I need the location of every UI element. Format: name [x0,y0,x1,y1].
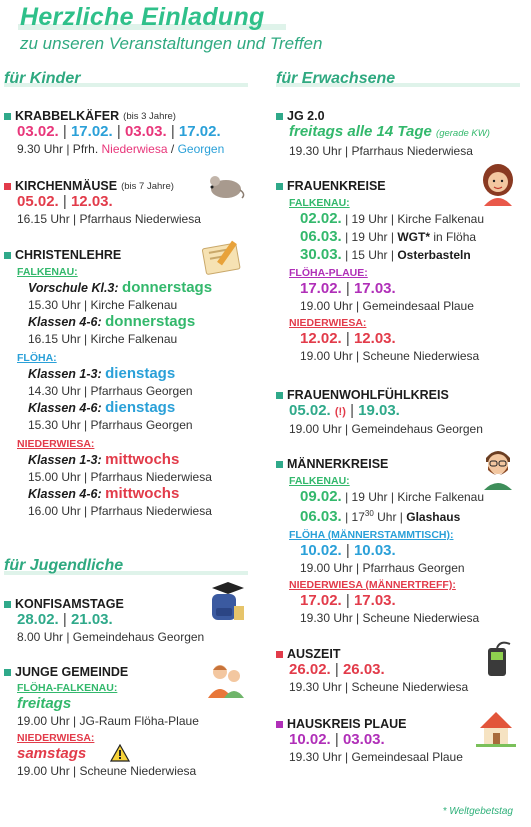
event-dates: 05.02. | 12.03. [17,193,113,210]
bullet-square [4,183,11,190]
bullet-square [276,721,283,728]
event-maennerkreise: MÄNNERKREISE FALKENAU: 09.02. | 19 Uhr | Kirche Falkenau 06.03. | $17^{30}$ Uhr | Glashaus FLÖHA (MÄNNERSTAMMTISCH): 10.02. | 10.03. 19.00 Uhr | Pfarrhaus Georgen NIEDERWIESA (MÄNNERTREFF): 17.02. | 17.03. 19.30 Uhr | Scheune Niederwiesa [276,457,521,626]
warning-icon [110,744,130,762]
bullet-square [276,392,283,399]
heading-erwachsene: für Erwachsene [276,70,396,87]
event-jg2: JG 2.0 freitags alle 14 Tage (gerade KW) 19.30 Uhr | Pfarrhaus Niederwiesa [276,109,521,159]
sub-falkenau: FALKENAU: [17,266,78,278]
battery-charger-icon [480,640,516,680]
bullet-square [276,461,283,468]
event-hauskreis-plaue: HAUSKREIS PLAUE 10.02. | 03.03. 19.30 Uhr | Gemeindesaal Plaue [276,717,521,765]
event-auszeit: AUSZEIT 26.02. | 26.03. 19.30 Uhr | Scheune Niederwiesa [276,647,521,695]
bullet-square [276,183,283,190]
woman-avatar-icon [478,162,518,206]
bullet-square [276,651,283,658]
bullet-square [276,113,283,120]
event-info: 16.15 Uhr | Pfarrhaus Niederwiesa [17,212,201,226]
event-konfisamstage: KONFISAMSTAGE 28.02. | 21.03. 8.00 Uhr | Gemeindehaus Georgen [4,597,249,645]
event-dates: 03.02. | 17.02. | 03.03. | 17.02. [17,123,221,140]
event-dates: 28.02. | 21.03. [17,611,113,628]
page-title: Herzliche Einladung [20,3,265,31]
event-kirchenmaeuse: KIRCHENMÄUSE (bis 7 Jahre) 05.02. | 12.03. 16.15 Uhr | Pfarrhaus Niederwiesa [4,179,249,227]
event-frauenwohlfuehlkreis: FRAUENWOHLFÜHLKREIS 05.02. (!) | 19.03. 19.00 Uhr | Gemeindehaus Georgen [276,388,521,437]
event-junge-gemeinde: JUNGE GEMEINDE FLÖHA-FALKENAU: freitags 19.00 Uhr | JG-Raum Flöha-Plaue NIEDERWIESA: samstags 19.00 Uhr | Scheune Niederwiesa [4,665,249,779]
sub-niederwiesa: NIEDERWIESA: [17,438,95,450]
group-people-icon [206,660,246,700]
bullet-square [4,601,11,608]
bearded-man-icon [478,444,518,490]
event-frauenkreise: FRAUENKREISE FALKENAU: 02.02. | 19 Uhr | Kirche Falkenau 06.03. | 19 Uhr | WGT* in Flöha 30.03. | 15 Uhr | Osterbasteln FLÖHA-PLAUE: 17.02. | 17.03. 19.00 Uhr | Gemeindesaal Plaue NIEDERWIESA: 12.02. | 12.03. 19.00 Uhr | Scheune Niederwiesa [276,179,521,364]
heading-jugendliche: für Jugendliche [4,557,124,574]
bullet-square [4,113,11,120]
page-subtitle: zu unseren Veranstaltungen und Treffen [20,34,323,53]
footnote-weltgebetstag: * Weltgebetstag [442,806,513,817]
bullet-square [4,252,11,259]
notebook-pencil-icon [200,236,246,276]
mouse-icon [204,172,246,200]
event-krabbelkaefer: KRABBELKÄFER (bis 3 Jahre) 03.02. | 17.02. | 03.03. | 17.02. 9.30 Uhr | Pfrh. Niederwiesa / Georgen [4,109,249,157]
graduation-backpack-icon [204,580,248,622]
heading-kinder: für Kinder [4,70,81,87]
event-christenlehre: CHRISTENLEHRE FALKENAU: Vorschule Kl.3: donnerstags 15.30 Uhr | Kirche Falkenau Klassen 4-6: donnerstags 16.15 Uhr | Kirche Falkenau FLÖHA: Klassen 1-3: dienstags 14.30 Uhr | Pfarrhaus Georgen Klassen 4-6: dienstags 15.30 Uhr | Pfarrhaus Georgen NIEDERWIESA: Klassen 1-3: mittwochs 15.00 Uhr | Pfarrhaus Niederwiesa Klassen 4-6: mittwochs 16.00 Uhr | Pfarrhaus Niederwiesa [4,248,249,519]
sub-floeha: FLÖHA: [17,352,57,364]
bullet-square [4,669,11,676]
event-info: 9.30 Uhr | Pfrh. Niederwiesa / Georgen [17,142,225,156]
house-icon [476,708,516,748]
